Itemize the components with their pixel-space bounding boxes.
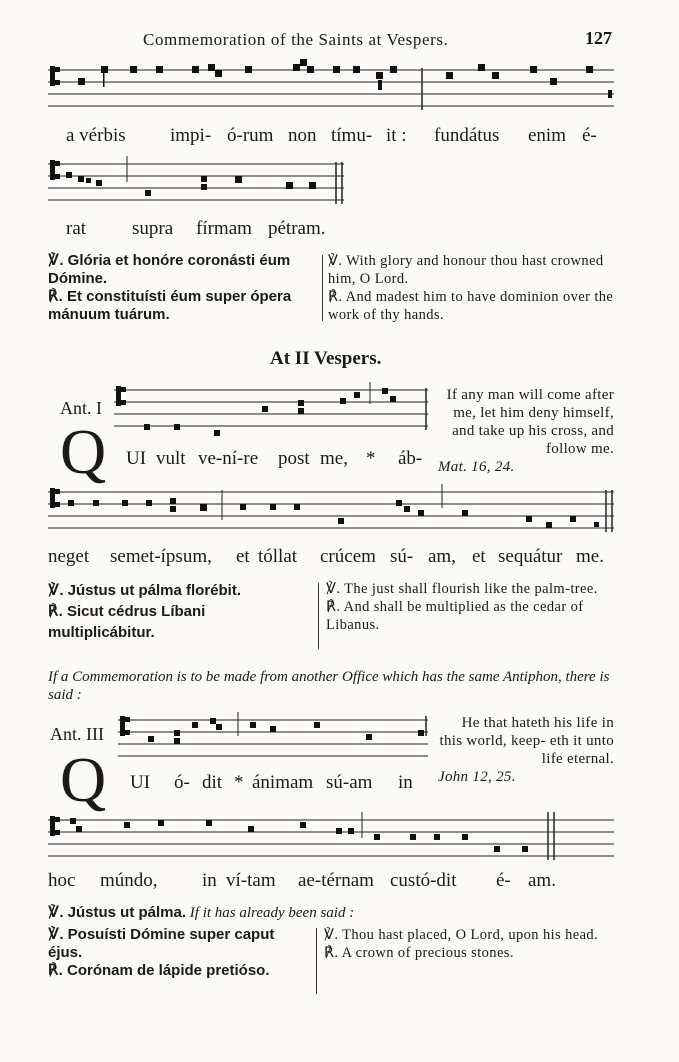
versicle-v: ℣. Glória et honóre coronásti éum Dómine. [48, 252, 291, 287]
syllable: sequátur [498, 546, 563, 567]
lyrics-line [66, 218, 366, 242]
versicle-v: ℣. Thou hast placed, O Lord, upon his head. [324, 927, 599, 943]
chant-staff-4 [48, 480, 618, 540]
versicle-r: ℟. And madest him to have dominion over the work of thy hands. [328, 289, 614, 323]
running-title: Commemoration of the Saints at Vespers. [143, 30, 449, 49]
versicle-short [48, 904, 614, 922]
versicle-r: ℟. Corónam de lápide pretióso. [48, 962, 270, 979]
syllable: áb- [398, 448, 423, 469]
syllable: ánimam [252, 772, 314, 793]
column-divider [322, 255, 323, 321]
syllable: am. [528, 870, 556, 891]
lyrics-line [130, 772, 430, 796]
versicle-latin [48, 926, 312, 980]
syllable: ó-rum [227, 125, 274, 146]
syllable: supra [132, 218, 174, 239]
syllable: UI [130, 772, 151, 793]
syllable: rat [66, 218, 87, 239]
lyrics-line [66, 125, 626, 149]
antiphon-translation [438, 386, 614, 476]
page-number: 127 [585, 28, 612, 48]
antiphon-translation [438, 714, 614, 786]
syllable: post [278, 448, 310, 469]
translation-text: He that hateth his life in this world, keep- eth it unto life eternal. [439, 715, 614, 767]
column-divider [316, 928, 317, 994]
syllable: in [202, 870, 217, 891]
syllable: neget [48, 546, 90, 567]
initial-letter: Q [60, 744, 107, 815]
lyrics-line [126, 448, 446, 472]
syllable: et [236, 546, 250, 567]
syllable: é- [496, 870, 511, 891]
syllable: me. [576, 546, 604, 567]
syllable: a vérbis [66, 125, 126, 146]
initial-letter: Q [60, 416, 107, 487]
syllable: múndo, [100, 870, 158, 891]
rubric-inline: If it has already been said : [189, 905, 355, 921]
versicle-latin [48, 580, 316, 643]
syllable: it : [386, 125, 407, 146]
versicle-english [328, 252, 614, 324]
citation: Mat. 16, 24. [438, 459, 515, 475]
syllable: sú- [390, 546, 414, 567]
syllable: impi- [170, 125, 212, 146]
page-header [0, 30, 679, 52]
versicle-r: ℟. And shall be multiplied as the cedar of Libanus. [326, 599, 584, 633]
section-title: At II Vespers. [270, 348, 382, 369]
translation-text: If any man will come after me, let him deny himself, and take up his cross, and follow me. [446, 387, 614, 457]
chant-staff-6 [48, 808, 618, 866]
syllable: pétram. [268, 218, 326, 239]
syllable: tóllat [258, 546, 298, 567]
syllable: in [398, 772, 413, 793]
versicle-v: ℣. Jústus ut pálma. [48, 904, 187, 921]
syllable: crúcem [320, 546, 376, 567]
versicle-english [326, 580, 614, 634]
antiphon-label: Ant. I [60, 398, 102, 418]
versicle-v: ℣. With glory and honour thou hast crowned him, O Lord. [328, 253, 604, 287]
chant-staff-1 [48, 58, 618, 118]
syllable: ae-térnam [298, 870, 374, 891]
syllable: et [472, 546, 486, 567]
chant-staff-5 [118, 708, 432, 764]
lyrics-line [48, 546, 618, 570]
syllable: me, [320, 448, 348, 469]
syllable: sú-am [326, 772, 373, 793]
syllable: semet-ípsum, [110, 546, 212, 567]
versicle-r: ℟. Sicut cédrus Líbani multiplicábitur. [48, 603, 206, 641]
syllable: tímu- [331, 125, 373, 146]
syllable: UI [126, 448, 147, 469]
syllable: custó-dit [390, 870, 457, 891]
versicle-latin [48, 252, 318, 324]
citation: John 12, 25. [438, 769, 516, 785]
chant-staff-2 [48, 152, 348, 212]
rubric: If a Commemoration is to be made from another Office which has the same Antiphon, there is said : [48, 669, 610, 703]
syllable: ve-ní-re [198, 448, 259, 469]
syllable: fírmam [196, 218, 252, 239]
column-divider [318, 583, 319, 649]
syllable: * [366, 448, 376, 469]
versicle-v: ℣. The just shall flourish like the palm-tree. [326, 581, 598, 597]
syllable: hoc [48, 870, 76, 891]
antiphon-label: Ant. III [50, 724, 104, 744]
syllable: fundátus [434, 125, 500, 146]
syllable: enim [528, 125, 566, 146]
versicle-r: ℟. Et constituísti éum super ópera mánuum tuárum. [48, 288, 292, 323]
syllable: ví-tam [226, 870, 276, 891]
chant-staff-3 [114, 378, 434, 438]
lyrics-line [48, 870, 618, 894]
syllable: ó- [174, 772, 190, 793]
versicle-r: ℟. A crown of precious stones. [324, 945, 514, 961]
syllable: non [288, 125, 317, 146]
versicle-v: ℣. Posuísti Dómine super caput éjus. [48, 926, 275, 961]
versicle-v: ℣. Jústus ut pálma florébit. [48, 582, 242, 599]
versicle-english [324, 926, 614, 962]
syllable: é- [582, 125, 597, 146]
syllable: am, [428, 546, 456, 567]
syllable: vult [156, 448, 186, 469]
syllable: dit [202, 772, 223, 793]
syllable: * [234, 772, 244, 793]
